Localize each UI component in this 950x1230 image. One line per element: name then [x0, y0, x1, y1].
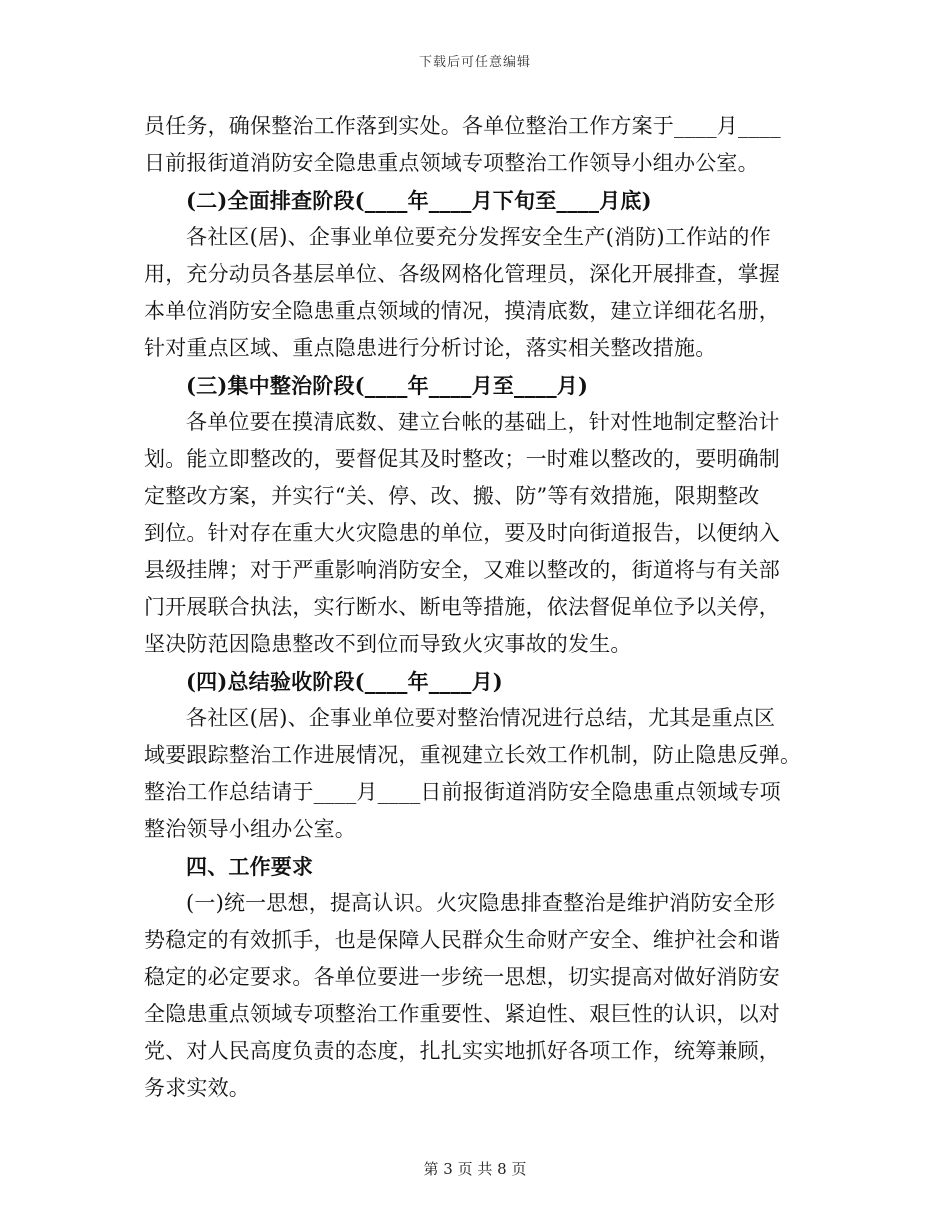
section-heading-2: (二)全面排查阶段(____年____月下旬至____月底)	[186, 188, 652, 213]
paragraph-line: 用，充分动员各基层单位、各级网格化管理员，深化开展排查，掌握	[144, 262, 780, 286]
paragraph-line: 全隐患重点领域专项整治工作重要性、紧迫性、艰巨性的认识，以对	[144, 1002, 780, 1026]
chapter-heading: 四、工作要求	[186, 854, 314, 879]
paragraph-line: 县级挂牌；对于严重影响消防安全，又难以整改的，街道将与有关部	[144, 558, 780, 582]
paragraph-line: 员任务，确保整治工作落到实处。各单位整治工作方案于____月____	[144, 114, 781, 138]
page-header: 下载后可任意编辑	[418, 55, 531, 70]
paragraph-line: 务求实效。	[144, 1076, 250, 1100]
section-heading-3: (三)集中整治阶段(____年____月至____月)	[186, 373, 589, 398]
paragraph-line: 势稳定的有效抓手，也是保障人民群众生命财产安全、维护社会和谐	[144, 928, 780, 952]
paragraph-line: 各社区(居)、企事业单位要充分发挥安全生产(消防)工作站的作	[186, 225, 771, 249]
paragraph-line: 本单位消防安全隐患重点领域的情况，摸清底数，建立详细花名册，	[144, 299, 780, 323]
paragraph-line: 定整改方案，并实行“关、停、改、搬、防”等有效措施，限期整改	[144, 484, 760, 508]
paragraph-line: 整治工作总结请于____月____日前报街道消防安全隐患重点领域专项	[144, 780, 781, 804]
paragraph-line: 域要跟踪整治工作进展情况，重视建立长效工作机制，防止隐患反弹。	[144, 743, 802, 767]
page-footer: 第 3 页 共 8 页	[423, 1160, 527, 1178]
paragraph-line: 坚决防范因隐患整改不到位而导致火灾事故的发生。	[144, 632, 632, 656]
section-heading-4: (四)总结验收阶段(____年____月)	[186, 669, 503, 694]
paragraph-line: 稳定的必定要求。各单位要进一步统一思想，切实提高对做好消防安	[144, 965, 780, 989]
paragraph-line: (一)统一思想，提高认识。火灾隐患排查整治是维护消防安全形	[186, 891, 776, 915]
paragraph-line: 各单位要在摸清底数、建立台帐的基础上，针对性地制定整治计	[186, 410, 780, 434]
paragraph-line: 日前报街道消防安全隐患重点领域专项整治工作领导小组办公室。	[144, 151, 759, 175]
document-body	[144, 108, 804, 1107]
paragraph-line: 针对重点区域、重点隐患进行分析讨论，落实相关整改措施。	[144, 336, 717, 360]
paragraph-line: 整治领导小组办公室。	[144, 817, 356, 841]
paragraph-line: 各社区(居)、企事业单位要对整治情况进行总结，尤其是重点区	[186, 706, 776, 730]
paragraph-line: 党、对人民高度负责的态度，扎扎实实地抓好各项工作，统筹兼顾，	[144, 1039, 780, 1063]
paragraph-line: 到位。针对存在重大火灾隐患的单位，要及时向街道报告，以便纳入	[144, 521, 780, 545]
paragraph-line: 划。能立即整改的，要督促其及时整改；一时难以整改的，要明确制	[144, 447, 780, 471]
paragraph-line: 门开展联合执法，实行断水、断电等措施，依法督促单位予以关停，	[144, 595, 780, 619]
